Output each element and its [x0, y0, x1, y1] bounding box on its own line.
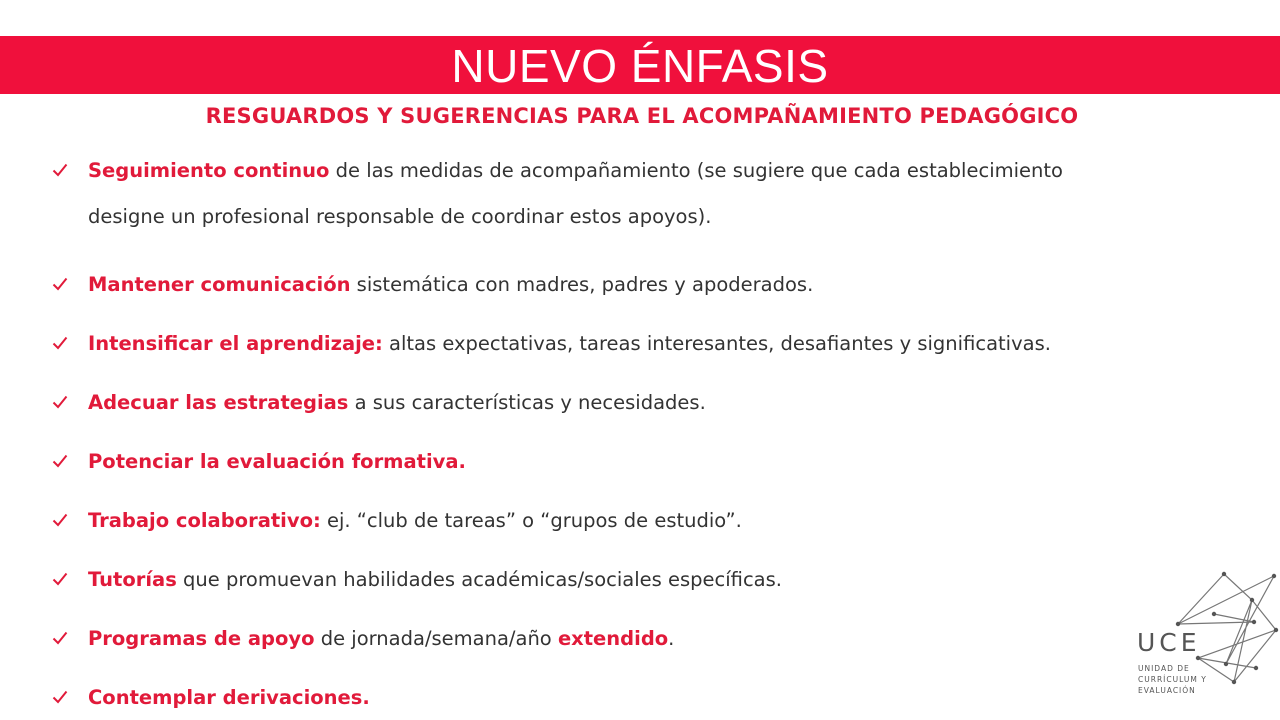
bullet-body-end: .: [668, 627, 675, 650]
check-icon: [52, 512, 68, 528]
bullet-body: ej. “club de tareas” o “grupos de estudio”.: [320, 509, 742, 532]
slide-title: NUEVO ÉNFASIS: [451, 40, 829, 92]
bullet-text: [88, 675, 1128, 720]
logo-subtitle-line: CURRÍCULUM Y: [1138, 675, 1207, 684]
bullet-highlight: Trabajo colaborativo:: [88, 509, 321, 532]
bullet-text: [88, 321, 1128, 367]
bullet-text: [88, 380, 1128, 426]
bullet-text: [88, 557, 1128, 603]
bullet-highlight: Tutorías: [88, 568, 177, 591]
bullet-body-line2: designe un profesional responsable de coordinar estos apoyos).: [88, 205, 712, 228]
bullet-text: [88, 262, 1128, 308]
bullet-highlight: Seguimiento continuo: [88, 159, 330, 182]
check-icon: [52, 571, 68, 587]
slide-subtitle: RESGUARDOS Y SUGERENCIAS PARA EL ACOMPAÑAMIENTO PEDAGÓGICO: [205, 104, 1079, 128]
check-icon: [52, 689, 68, 705]
logo-subtitle-line: EVALUACIÓN: [1138, 686, 1196, 695]
bullet-body: sistemática con madres, padres y apoderados.: [350, 273, 814, 296]
check-icon: [52, 335, 68, 351]
logo-subtitle-line: UNIDAD DE: [1138, 664, 1190, 673]
bullet-text: [88, 498, 1128, 544]
bullet-highlight: Intensificar el aprendizaje:: [88, 332, 383, 355]
check-icon: [52, 630, 68, 646]
bullet-body: de jornada/semana/año: [314, 627, 558, 650]
check-icon: [52, 162, 68, 178]
check-icon: [52, 276, 68, 292]
check-icon: [52, 394, 68, 410]
bullet-highlight-2: extendido: [557, 627, 669, 650]
logo-subtitle: [1138, 663, 1238, 696]
bullet-highlight: Programas de apoyo: [88, 627, 315, 650]
bullet-highlight: Adecuar las estrategias: [88, 391, 349, 414]
logo-title: UCE: [1137, 628, 1201, 657]
bullet-body: que promuevan habilidades académicas/sociales específicas.: [176, 568, 782, 591]
bullet-text: [88, 616, 1128, 662]
bullet-body: a sus características y necesidades.: [348, 391, 706, 414]
bullet-highlight: Mantener comunicación: [88, 273, 351, 296]
bullet-body: de las medidas de acompañamiento (se sugiere que cada establecimiento: [329, 159, 1063, 182]
bullet-text: [88, 148, 1128, 240]
check-icon: [52, 453, 68, 469]
bullet-text: [88, 439, 1128, 485]
bullet-highlight: Contemplar derivaciones.: [88, 686, 370, 709]
bullet-body: altas expectativas, tareas interesantes, desafiantes y significativas.: [382, 332, 1051, 355]
bullet-highlight: Potenciar la evaluación formativa.: [88, 450, 466, 473]
